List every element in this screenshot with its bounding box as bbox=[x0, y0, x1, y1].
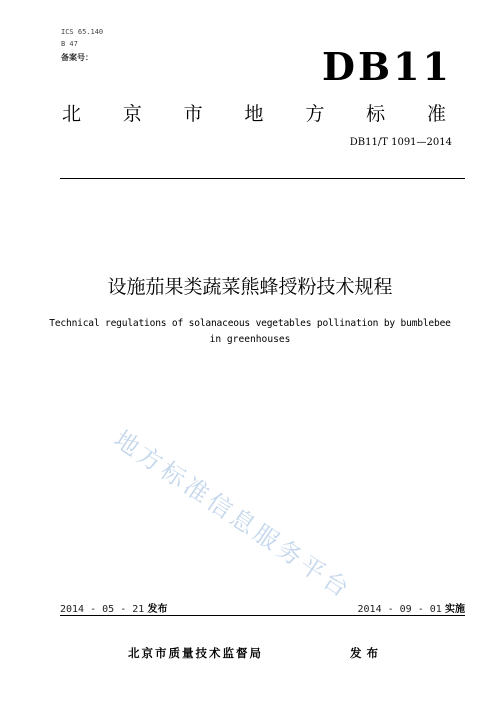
standard-logo: DB11 bbox=[322, 44, 452, 89]
publish-date-label: 发布 bbox=[147, 604, 168, 615]
publish-date-value: 2014 - 05 - 21 bbox=[60, 604, 145, 615]
implement-date-label: 实施 bbox=[445, 604, 465, 615]
filing-number-label: 备案号： bbox=[61, 53, 93, 62]
level-char: 方 bbox=[305, 103, 325, 125]
ics-code: ICS 65.140 bbox=[61, 28, 104, 36]
standard-number: DB11/T 1091—2014 bbox=[349, 137, 452, 148]
watermark: 地方标准信息服务平台 bbox=[108, 424, 357, 605]
ccs-code: B 47 bbox=[61, 40, 78, 48]
implement-date bbox=[358, 600, 465, 615]
level-char: 市 bbox=[183, 103, 203, 125]
document-title-en-line1: Technical regulations of solanaceous vegetables pollination by bumblebee bbox=[49, 318, 451, 329]
standard-level bbox=[62, 99, 446, 126]
document-title-en-line2: in greenhouses bbox=[209, 334, 291, 345]
issue-label: 发布 bbox=[350, 646, 383, 660]
bottom-divider bbox=[60, 615, 465, 616]
level-char: 地 bbox=[244, 103, 264, 125]
document-title-zh: 设施茄果类蔬菜熊蜂授粉技术规程 bbox=[107, 276, 393, 298]
top-divider bbox=[60, 178, 465, 179]
level-char: 标 bbox=[366, 103, 386, 125]
level-char: 京 bbox=[122, 103, 142, 125]
publish-date bbox=[60, 600, 167, 615]
level-char: 北 bbox=[62, 103, 82, 125]
level-char: 准 bbox=[426, 103, 446, 125]
implement-date-value: 2014 - 09 - 01 bbox=[357, 604, 442, 615]
issuing-authority: 北京市质量技术监督局 bbox=[128, 646, 263, 660]
